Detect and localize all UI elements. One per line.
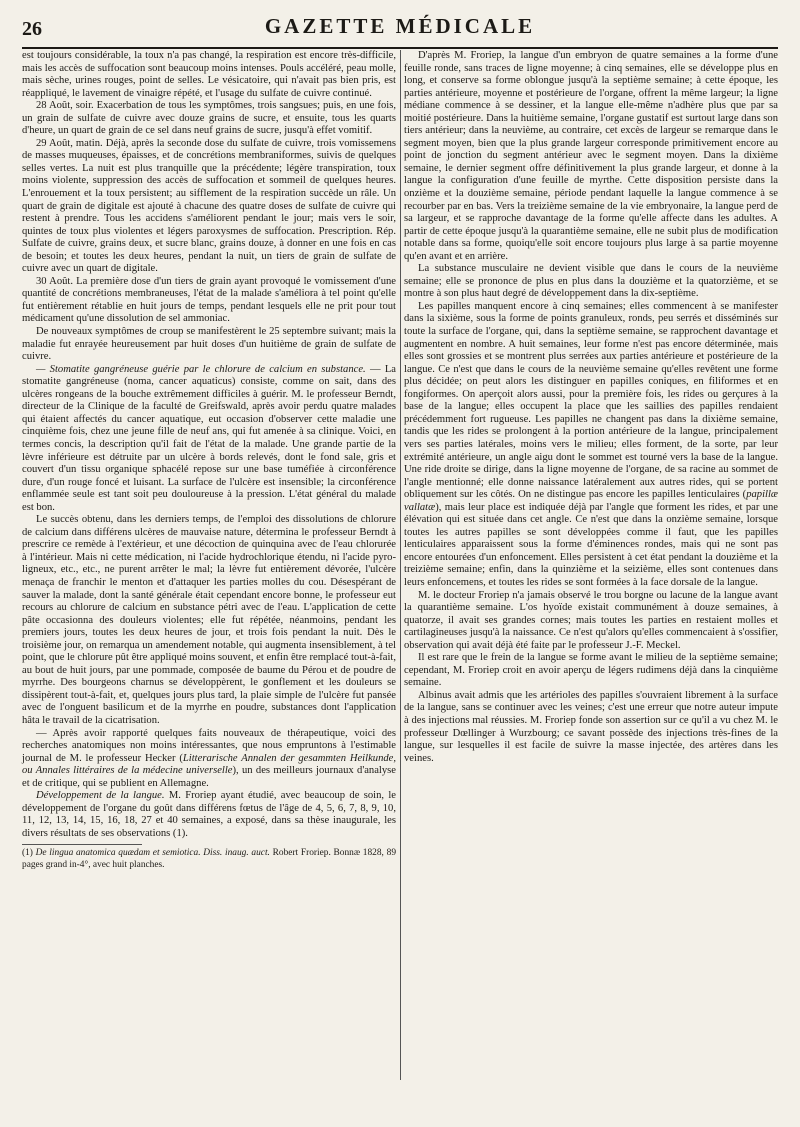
column-divider (400, 50, 401, 1080)
footnote-title: De lingua anatomica quædam et semiotica. Diss. inaug. auct. (35, 848, 270, 859)
page-header (22, 14, 778, 50)
right-column (404, 50, 778, 765)
footnote-text: Robert Froriep. Bonnæ 1828, 89 pages grand in-4°, avec huit planches. (22, 848, 397, 870)
paragraph-text: — La stomatite gangréneuse (noma, cancer aquaticus) consiste, comme on sait, dans des ulcères rongeans de la bouche extrêmement difficiles à guérir. M. le professeur Berndt, directeur de la Clinique de la faculté de Greifswald, après avoir perdu quatre malades qui étaient affectés du cancer aquatique, eut occasion d'observer cette maladie une cinquième fois, chez une jeune fille de neuf ans, qui fut amenée à sa clinique. Voici, en termes concis, la description qu'il fait de l'état de la malade. Une grande partie de la lèvre inférieure est détruite par un ulcère à bords relevés, dont le fond sale, gris et couvert d'un tissu organique sphacélé repose sur une base tuméfiée à circonférence dure, d'un rouge foncé et luisant. La surface de l'ulcère est insensible; la circonférence enflammée seule est tant soit peu douloureuse à la pression. L'état général du malade est bon. (22, 363, 396, 513)
paragraph: D'après M. Froriep, la langue d'un embryon de quatre semaines a la forme d'une feuille ronde, sans traces de ligne moyenne; à cinq semaines, elle se développe plus en long, et conserve sa forme oblongue jusqu'à la septième semaine; à cette époque, les parties antérieure, moyenne et postérieure de l'organe, offrent la même largeur; la ligne médiane commence à se dessiner, et la langue elle-même n'adhère plus que par sa moitié postérieure. Dans la huitième semaine, l'organe gustatif est surtout large dans son tiers antérieur; dans la neuvième, au contraire, cet excès de largeur se remarque dans le segment moyen, bien que la plus grande largeur corresponde primitivement encore au point de jonction du segment antérieur avec le segment moyen. Dans la dixième semaine, le dernier segment offre définitivement la plus grande largeur, et donne à la langue la configuration d'une feuille de myrthe. Cette disposition persiste dans la onzième et la douzième semaine, période pendant laquelle la langue commence à se recourber par en bas. Vers la treizième semaine de la vie embryonaire, la langue perd de sa largeur, et se rapproche davantage de la forme qu'elle affecte dans les adultes. A partir de cette époque jusqu'à la quarantième semaine, elle ne subit plus de modification notable dans sa forme, quoiqu'elle soit encore toujours plus large à sa partie moyenne qu'en avant et en arrière. (404, 50, 778, 262)
paragraph (22, 790, 396, 840)
paragraph: 30 Août. La première dose d'un tiers de grain ayant provoqué le vomissement d'une quantité de concrétions membraneuses, l'état de la malade s'améliora à tel point qu'elle fut entièrement rétablie en huit jours de temps, pendant lesquels elle ne prit pour tout médicament qu'une dissolution de sel ammoniac. (22, 275, 396, 325)
footnote (22, 848, 396, 870)
paragraph-text: ), mais leur place est indiquée déjà par l'angle que forment les rides, et par une élévation qui est située dans cet angle. Ce n'est que dans la onzième semaine, lorsque toutes les autres papilles se sont développées comme il faut, que les papilles lenticulaires apparaissent sous la forme d'éminences rondes, mais qui ne sont pas encore entourées d'un enfoncement. Elles persistent à cet état pendant la douzième et la treizième semaine; enfin, dans la quinzième et la seizième, elles sont contenues dans leurs enfoncemens, et toutes les rides se sont formées à la face dorsale de la langue. (404, 501, 778, 588)
paragraph: Le succès obtenu, dans les derniers temps, de l'emploi des dissolutions de chlorure de calcium dans différens ulcères de mauvaise nature, détermina le professeur Berndt à prescrire ce remède à l'extérieur, et une décoction de quinquina avec de l'eau chlorurée à l'intérieur. Mais ni cette médication, ni l'acide hydrochlorique étendu, ni l'acide pyro-ligneux, etc., etc., ne purent arrêter le mal; la lèvre fut entièrement dévorée, l'ulcère menaça de franchir le menton et d'attaquer les parties molles du cou. Désespérant de sauver la malade, dont la santé générale était cependant encore bonne, le professeur eut recours au chlorure de calcium en substance pétri avec de l'eau. L'application de cette pâte occasionna des douleurs violentes; elle fut répétée, néanmoins, pendant les premiers jours, toutes les deux heures de jour, et trois fois pendant la nuit. Dès le troisième jour, on remarqua un amendement notable, qui augmenta insensiblement, à tel point, que le chlorure pût être appliqué moins souvent, et enfin être remplacé tout-à-fait, au bout de huit jours, par une pommade, composée de baume du Pérou et de poudre de myrrhe. Des bourgeons charnus se développèrent, le gonflement et les douleurs se dissipèrent tout-à-fait, et, quelques jours plus tard, la plaie simple de l'ulcère fut pansée avec de l'onguent basilicum et de la myrrhe en poudre, substances dont l'application hâta le travail de la cicatrisation. (22, 514, 396, 726)
paragraph (22, 728, 396, 791)
paragraph: De nouveaux symptômes de croup se manifestèrent le 25 septembre suivant; mais la maladie fut enrayée heureusement par huit doses d'un huitième de grain de sulfate de cuivre. (22, 326, 396, 363)
paragraph-text: ), un des meilleurs journaux d'analyse et de critique, qui se publient en Allemagne. (22, 765, 396, 789)
footnote-rule (22, 844, 142, 845)
text-columns (22, 50, 778, 1095)
paragraph (22, 364, 396, 515)
paragraph (404, 301, 778, 590)
paragraph: Il est rare que le frein de la langue se forme avant le milieu de la septième semaine; cependant, M. Froriep croit en avoir aperçu de légers rudimens déjà dans la cinquième semaine. (404, 652, 778, 689)
paragraph-text: M. Froriep ayant étudié, avec beaucoup de soin, le développement de l'organe du goût dans différens fœtus de l'âge de 4, 5, 6, 7, 8, 9, 10, 11, 12, 13, 14, 15, 16, 18, 27 et 40 semaines, a exposé, dans sa thèse inaugurale, les divers résultats de ses observations (1). (22, 790, 396, 839)
paragraph: La substance musculaire ne devient visible que dans le cours de la neuvième semaine; elle se prononce de plus en plus dans la douzième et la quatorzième, et se montre à son plus haut degré de développement dans la dix-septième. (404, 263, 778, 300)
left-column (22, 50, 396, 871)
paragraph: Albinus avait admis que les artérioles des papilles s'ouvraient librement à la surface de la langue, sans se continuer avec les veines; c'est une erreur que notre auteur impute à des injections mal réussies. M. Froriep fonde son assertion sur ce qu'il a vu chez M. le professeur Dœllinger à Wurzbourg; ce savant possède des injections très-fines de la langue, sur lesquelles il est facile de suivre la masse injectée, des artères dans les veines. (404, 689, 778, 764)
paragraph-text: Les papilles manquent encore à cinq semaines; elles commencent à se manifester dans la sixième, sous la forme de points granuleux, ronds, peu serrés et disséminés sur toute la surface de l'organe, qui, dans la septième semaine, se rapprochent davantage et augmentent en nombre. A huit semaines, leur forme n'est pas encore déterminée, mais elles sont grossies et se montrent plus serrées aux parties antérieure et postérieure de la langue. Ce n'est que dans le cours de la neuvième semaine qu'elles revêtent une forme plus décidée; on peut alors les distinguer en papilles coniques, en filiformes et en fongiformes. On aperçoit alors aussi, pour la première fois, les rides ou gerçures à la base de la langue; elles occupent la place que les saillies des papilles rendaient précédemment fort rugueuse. Les papilles ne changent pas dans la dixième semaine, tandis que les rides se prolongent à la portion antérieure de la langue, principalement vers ses parties latérales, moins vers le milieu; elles forment, de la sorte, par leur extrémité antérieure, un angle aigu dont le sommet est tourné vers la base de la langue. Une ride droite se dirige, dans la ligne moyenne de l'organe, de sa racine au sommet de l'angle mentionné; elle donne naissance latéralement aux autres rides, qui se portent obliquement sur les côtés. On ne distingue pas encore les papilles lenticulaires ( (404, 300, 778, 501)
section-title: — Stomatite gangréneuse guérie par le chlorure de calcium en substance. (36, 363, 366, 375)
paragraph: 28 Août, soir. Exacerbation de tous les symptômes, trois sangsues; puis, en une fois, un grain de sulfate de cuivre avec douze grains de sucre, et ensuite, tous les quarts d'heure, un quart de grain de ce sel dans neuf grains de sucre, jusqu'à effet vomitif. (22, 100, 396, 137)
journal-name: Litterarische Annalen der gesammten Heilkunde, ou Annales littéraires de la médecine universelle (22, 752, 397, 777)
paragraph: M. le docteur Froriep n'a jamais observé le trou borgne ou lacune de la langue avant la quarantième semaine. L'os hyoïde existait communément à douze semaines, à quatorze, il avait ses grandes cornes; mais toutes les parties en restaient molles et cartilagineuses jusqu'à la naissance. Ce n'est qu'alors qu'elles commencaient à s'ossifier, observation qui avait déjà été faite par le professeur J.-F. Meckel. (404, 589, 778, 651)
paragraph: 29 Août, matin. Déjà, après la seconde dose du sulfate de cuivre, trois vomissemens de masses muqueuses, épaisses, et de concrétions membraniformes, suivis de quelques selles vertes. La nuit est plus tranquille que la précédente; légère transpiration, toux moins violente, suppression des accès de suffocation et sommeil de quelques heures. L'enrouement et la toux persistent; au sifflement de la respiration succède un râle. Un quart de grain de digitale est ajouté à chacune des quatre doses de sulfate de cuivre qui restent à prendre. Tous les accidens s'améliorent pendant le jour; mais vers le soir, quintes de toux plus violentes et légers paroxysmes de suffocation. Prescription. Rép. Sulfate de cuivre, grains deux, et sucre blanc, grains douze, à donner en une fois en cas de besoin; et toutes les deux heures, pendant la nuit, un tiers de grain de sulfate de cuivre avec un quart de digitale. (22, 137, 396, 275)
paragraph: est toujours considérable, la toux n'a pas changé, la respiration est encore très-difficile, mais les accès de suffocation sont beaucoup moins intenses. Pouls accéléré, peau molle, mais sèche, urines rouges, point de selles. Le vésicatoire, qui n'avait pas bien pris, est réappliqué, le lavement de vinaigre répété, et l'usage du sulfate de cuivre continué. (22, 50, 396, 99)
footnote-marker: (1) (22, 848, 36, 859)
paragraph-text: — Après avoir rapporté quelques faits nouveaux de thérapeutique, voici des recherches anatomiques non moins intéressantes, que nous empruntons à l'estimable journal de M. le professeur Hecker ( (22, 727, 396, 764)
journal-title: GAZETTE MÉDICALE (264, 14, 536, 38)
section-title: Développement de la langue. (36, 790, 165, 802)
latin-term: papillæ vallatæ (404, 489, 778, 513)
header-rule (22, 47, 778, 49)
page-number: 26 (22, 18, 42, 40)
